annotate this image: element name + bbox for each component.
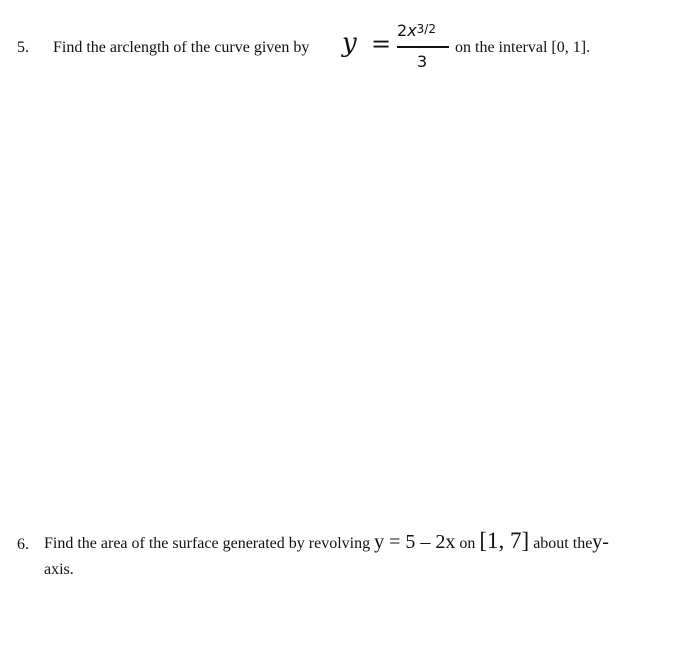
problem-6-intro: Find the area of the surface generated by revolving: [44, 535, 371, 552]
problem-6-about: about the: [533, 535, 593, 552]
problem-6-line-2: axis.: [44, 561, 74, 578]
problem-6-line-1: [44, 528, 609, 554]
numerator-coefficient: 2: [397, 21, 408, 40]
equals-sign: =: [371, 30, 392, 58]
problem-6-equation: y = 5 – 2x: [374, 531, 456, 553]
problem-6-interval: [1, 7]: [479, 528, 530, 553]
fraction-bar: [397, 46, 449, 48]
problem-6-axis-var: y-: [592, 531, 609, 553]
problem-6: [0, 520, 700, 590]
numerator-variable: x: [407, 21, 417, 40]
problem-6-on: on: [459, 535, 476, 552]
y-variable: y: [342, 28, 357, 58]
problem-5: [0, 0, 700, 90]
problem-5-interval-text: on the interval [0, 1].: [455, 39, 591, 56]
problem-5-number: 5.: [17, 39, 29, 56]
numerator-exponent: 3/2: [416, 22, 436, 36]
problem-6-number: 6.: [17, 536, 29, 553]
problem-5-intro: Find the arclength of the curve given by: [53, 39, 310, 56]
fraction-numerator: [397, 21, 436, 40]
fraction-denominator: 3: [417, 52, 428, 71]
